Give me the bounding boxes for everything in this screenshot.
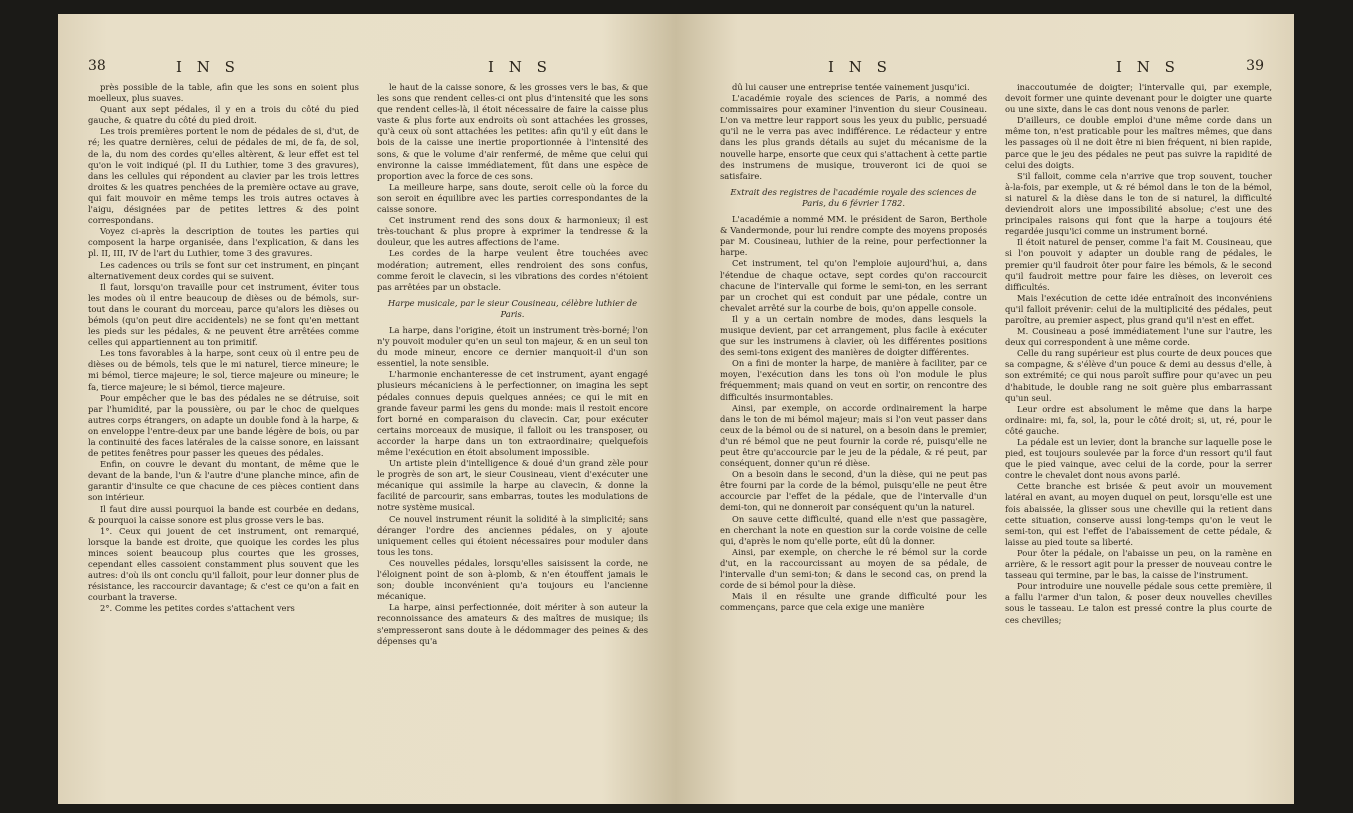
paragraph: Il faut dire aussi pourquoi la bande est courbée en dedans, & pourquoi la caisse sonore est plus grosse vers le bas. — [88, 503, 359, 525]
paragraph: Ce nouvel instrument réunit la solidité à la simplicité; sans déranger l'ordre des anciennes pédales, on y ajoute uniquement celles qui étoient nécessaires pour moduler dans tous les tons. — [377, 513, 648, 557]
paragraph: Ainsi, par exemple, on accorde ordinairement la harpe dans le ton de mi bémol majeur; mais si l'on veut passer dans ceux de la bémol ou de si naturel, on a besoin dans le premier, d'un ré bémol que ne peut fournir la corde ré, puisqu'elle ne peut être qu'accourcie par le jeu de la pédale, & ré peut, par conséquent, donner qu'un ré dièse. — [720, 402, 987, 469]
paragraph: S'il falloit, comme cela n'arrive que trop souvent, toucher à-la-fois, par exemple, ut & ré bémol dans le ton de la bémol, si naturel & la dièse dans le ton de si naturel, la difficulté deviendroit alors une impossibilité absolue; c'est une des principales raisons qui font que la harpe a toujours été regardée jusqu'ici comme un instrument borné. — [1005, 170, 1272, 237]
paragraph: Les trois premières portent le nom de pédales de si, d'ut, de ré; les quatre dernières, celui de pédales de mi, de fa, de sol, de la, du nom des cordes qu'elles altèrent, & leur effet est tel qu'on le voit indiqué (pl. II du Luthier, tome 3 des gravures), dans les cellules qui répondent au clavier par les trois lettres droites & les quatres penchées de la première octave au grave, qui fait mouvoir en même temps les trois autres octaves à l'aigu, désignées par de petites lettres & des point correspondans. — [88, 126, 359, 226]
paragraph: L'académie royale des sciences de Paris, a nommé des commissaires pour examiner l'invention du sieur Cousineau. L'on va mettre leur rapport sous les yeux du public, persuadé qu'il ne le verra pas avec indifférence. Le rédacteur y entre dans les plus grands détails au sujet du mécanisme de la nouvelle harpe, ensorte que ceux qui s'attachent à cette partie des instrumens de musique, trouveront ici de quoi se satisfaire. — [720, 93, 987, 181]
left-column-2 — [377, 82, 648, 794]
paragraph: Mais l'exécution de cette idée entraînoit des inconvéniens qu'il falloit prévenir: celui de la multiplicité des pédales, peut paroître, au premier aspect, plus grand qu'il n'est en effet. — [1005, 292, 1272, 325]
paragraph: près possible de la table, afin que les sons en soient plus moelleux, plus suaves. — [88, 82, 359, 104]
left-header — [58, 58, 676, 80]
paragraph: Celle du rang supérieur est plus courte de deux pouces que sa compagne, & s'élève d'un pouce & demi au dessus d'elle, à son extrémité; ce qui nous paroît suffire pour qu'avec un peu d'habitude, le double rang ne soit guère plus embarrassant qu'un seul. — [1005, 348, 1272, 403]
left-running-head-1: I N S — [176, 58, 240, 76]
right-running-head-1: I N S — [828, 58, 892, 76]
right-page-number: 39 — [1246, 58, 1264, 74]
right-header — [676, 58, 1294, 80]
paragraph: L'harmonie enchanteresse de cet instrument, ayant engagé plusieurs mécaniciens à le perfectionner, on imagina les sept pédales connues depuis quelques années; ce qui le mit en grande faveur parmi les gens du monde: mais il restoit encore fort borné en comparaison du clavecin. Car, pour exécuter certains morceaux de musique, il falloit ou les transposer, ou accorder la harpe dans un ton extraordinaire; quelquefois même l'exécution en étoit absolument impossible. — [377, 369, 648, 457]
left-columns — [88, 82, 648, 794]
paragraph: D'ailleurs, ce double emploi d'une même corde dans un même ton, n'est praticable pour les maîtres mêmes, que dans les passages où il ne doit être ni bien fréquent, ni bien rapide, parce que le jeu des pédales ne peut pas suivre la rapidité de celui des doigts. — [1005, 115, 1272, 170]
paragraph: Cette branche est brisée & peut avoir un mouvement latéral en avant, au moyen duquel on peut, lorsqu'elle est une fois abaissée, la glisser sous une cheville qui la retient dans cette situation, conserve aussi long-temps qu'on le veut le semi-ton, qui est l'effet de l'abaissement de cette pédale, & laisse au pied toute sa liberté. — [1005, 481, 1272, 547]
paragraph: La meilleure harpe, sans doute, seroit celle où la force du son seroit en équilibre avec les parties correspondantes de la caisse sonore. — [377, 181, 648, 215]
paragraph: Mais il en résulte une grande difficulté pour les commençans, parce que cela exige une manière — [720, 591, 987, 613]
paragraph: Les cordes de la harpe veulent être touchées avec modération; autrement, elles rendroient des sons confus, comme feroit le clavecin, si les vibrations des cordes n'étoient pas arrêtées par un obstacle. — [377, 248, 648, 292]
paragraph: On sauve cette difficulté, quand elle n'est que passagère, en cherchant la note en question sur la corde voisine de celle qui, d'après le nom qu'elle porte, eût dû la donner. — [720, 513, 987, 546]
paragraph: Pour introduire une nouvelle pédale sous cette première, il a fallu l'armer d'un talon, & poser deux nouvelles chevilles sous le tasseau. Le talon est pressé contre la plus courte de ces chevilles; — [1005, 581, 1272, 625]
paragraph: Quant aux sept pédales, il y en a trois du côté du pied gauche, & quatre du côté du pied droit. — [88, 104, 359, 126]
paragraph: Un artiste plein d'intelligence & doué d'un grand zèle pour le progrès de son art, le sieur Cousineau, vient d'exécuter une mécanique qui assimile la harpe au clavecin, & donne la facilité de parcourir, sans embarras, toutes les modulations de notre système musical. — [377, 458, 648, 513]
right-column-1 — [720, 82, 987, 794]
paragraph: Harpe musicale, par le sieur Cousineau, célèbre luthier de Paris. — [387, 297, 638, 319]
paragraph: Leur ordre est absolument le même que dans la harpe ordinaire: mi, fa, sol, la, pour le côté droit; si, ut, ré, pour le côté gauche. — [1005, 403, 1272, 436]
paragraph: La harpe, ainsi perfectionnée, doit mériter à son auteur la reconnoissance des amateurs & des maîtres de musique; ils s'empresseront sans doute à le dédommager des peines & des dépenses qu'a — [377, 602, 648, 646]
paragraph: Il faut, lorsqu'on travaille pour cet instrument, éviter tous les modes où il entre beaucoup de dièses ou de bémols, sur-tout dans le courant du morceau, parce qu'alors les dièses ou bémols (qu'on peut dire accidentels) ne se font qu'en mettant les pieds sur les pédales, & ne peuvent être arrêtées comme celles qui appartiennent au ton primitif. — [88, 281, 359, 348]
paragraph: Pour ôter la pédale, on l'abaisse un peu, on la ramène en arrière, & le ressort agit pour la presser de nouveau contre le tasseau qui termine, par le bas, la caisse de l'instrument. — [1005, 547, 1272, 581]
right-running-head-2: I N S — [1116, 58, 1180, 76]
paragraph: La harpe, dans l'origine, étoit un instrument très-borné; l'on n'y pouvoit moduler qu'en un seul ton majeur, & en un seul ton du mode mineur, encore ce dernier manquoit-il d'un son essentiel, la note sensible. — [377, 324, 648, 369]
paragraph: M. Cousineau a posé immédiatement l'une sur l'autre, les deux qui correspondent à une même corde. — [1005, 326, 1272, 348]
left-page — [58, 14, 676, 804]
paragraph: Ces nouvelles pédales, lorsqu'elles saisissent la corde, ne l'éloignent point de son à-plomb, & n'en étouffent jamais le son; double inconvénient qu'a toujours eu l'ancienne mécanique. — [377, 557, 648, 602]
paragraph: Les tons favorables à la harpe, sont ceux où il entre peu de dièses ou de bémols, tels que le mi naturel, tierce mineure; le mi bémol, tierce majeure; le sol, tierce majeure ou mineure; le fa, tierce majeure; le si bémol, tierce majeure. — [88, 348, 359, 392]
book-spread — [58, 14, 1294, 804]
paragraph: L'académie a nommé MM. le président de Saron, Berthole & Vandermonde, pour lui rendre compte des moyens proposés par M. Cousineau, luthier de la reine, pour perfectionner la harpe. — [720, 214, 987, 258]
paragraph: 1°. Ceux qui jouent de cet instrument, ont remarqué, lorsque la bande est droite, que quoique les cordes les plus minces soient beaucoup plus courtes que les grosses, cependant elles cassoient constamment plus souvent que les autres: d'où ils ont conclu qu'il falloit, pour leur donner plus de résistance, les raccourcir davantage; & c'est ce qu'on a fait en courbant la traverse. — [88, 525, 359, 603]
right-columns — [720, 82, 1272, 794]
right-page — [676, 14, 1294, 804]
paragraph: Enfin, on couvre le devant du montant, de même que le devant de la bande, l'un & l'autre d'une planche mince, afin de garantir d'insulte ce que chacune de ces pièces contient dans son intérieur. — [88, 459, 359, 503]
paragraph: Il étoit naturel de penser, comme l'a fait M. Cousineau, que si l'on pouvoit y adapter un double rang de pédales, le premier qu'il faudroit ôter pour faire les bémols, & le second qu'il faudroit mettre pour faire les dièses, on leveroit ces difficultés. — [1005, 237, 1272, 292]
left-page-number: 38 — [88, 58, 106, 74]
paragraph: dû lui causer une entreprise tentée vainement jusqu'ici. — [732, 82, 970, 92]
right-column-2 — [1005, 82, 1272, 794]
paragraph: Voyez ci-après la description de toutes les parties qui composent la harpe organisée, dans l'explication, & dans les pl. II, III, IV de l'art du Luthier, tome 3 des gravures. — [88, 226, 359, 259]
paragraph: inaccoutumée de doigter; l'intervalle qui, par exemple, devoit former une quinte devenant pour le doigter une quarte ou une sixte, dans le cas dont nous venons de parler. — [1005, 82, 1272, 115]
paragraph: Il y a un certain nombre de modes, dans lesquels la musique devient, par cet arrangement, plus facile à exécuter que sur les instrumens à clavier, où les différentes positions des semi-tons exigent des manières de doigter différentes. — [720, 313, 987, 358]
paragraph: Les cadences ou trils se font sur cet instrument, en pinçant alternativement deux cordes qui se suivent. — [88, 259, 359, 281]
paragraph: On a besoin dans le second, d'un la dièse, qui ne peut pas être fourni par la corde de la bémol, puisqu'elle ne peut être accourcie par l'effet de la pédale, que de l'intervalle d'un demi-ton, qui ne donneroit par conséquent qu'un la naturel. — [720, 469, 987, 513]
paragraph: On a fini de monter la harpe, de manière à faciliter, par ce moyen, l'exécution dans les tons où l'on module le plus fréquemment; mais quand on veut en sortir, on rencontre des difficultés insurmontables. — [720, 358, 987, 402]
left-column-1 — [88, 82, 359, 794]
paragraph: le haut de la caisse sonore, & les grosses vers le bas, & que les sons que rendent celles-ci ont plus d'intensité que les sons que rendent celles-là, il étoit nécessaire de faire la caisse plus vaste & plus forte aux endroits où sont attachées les grosses, qu'à ceux où sont attachées les petites: afin qu'il y eût dans le bois de la caisse une inertie proportionnée à l'intensité des sons, & que le volume d'air renfermé, de même que celui qui environne la caisse immédiatement, fût dans une espèce de proportion avec la force de ces sons. — [377, 82, 648, 181]
left-running-head-2: I N S — [488, 58, 552, 76]
paragraph: Pour empêcher que le bas des pédales ne se détruise, soit par l'humidité, par la poussière, ou par le choc de quelques autres corps étrangers, on adapte un double fond à la harpe, & on enveloppe l'entre-deux par une bande légère de bois, ou par la continuité des faces latérales de la caisse sonore, en laissant de petites fenêtres pour passer les queues des pédales. — [88, 392, 359, 459]
paragraph: Cet instrument, tel qu'on l'emploie aujourd'hui, a, dans l'étendue de chaque octave, sept cordes qu'on raccourcit chacune de l'intervalle qui forme le semi-ton, en les serrant par un crochet qui est conduit par une pédale, contre un chevalet arrêté sur la courbe de bois, qu'on appelle console. — [720, 258, 987, 313]
paragraph: La pédale est un levier, dont la branche sur laquelle pose le pied, est toujours soulevée par la force d'un ressort qu'il faut que le pied vainque, avec celui de la corde, pour la serrer contre le chevalet dont nous avons parlé. — [1005, 437, 1272, 481]
paragraph: Ainsi, par exemple, on cherche le ré bémol sur la corde d'ut, en la raccourcissant au moyen de sa pédale, de l'intervalle d'un semi-ton; & dans le second cas, on prend la corde de si bémol pour la dièse. — [720, 546, 987, 591]
paragraph: Extrait des registres de l'académie royale des sciences de Paris, du 6 février 1782. — [730, 186, 977, 208]
paragraph: Cet instrument rend des sons doux & harmonieux; il est très-touchant & plus propre à exprimer la tendresse & la douleur, que les autres affections de l'ame. — [377, 215, 648, 248]
paragraph: 2°. Comme les petites cordes s'attachent vers — [100, 603, 295, 614]
